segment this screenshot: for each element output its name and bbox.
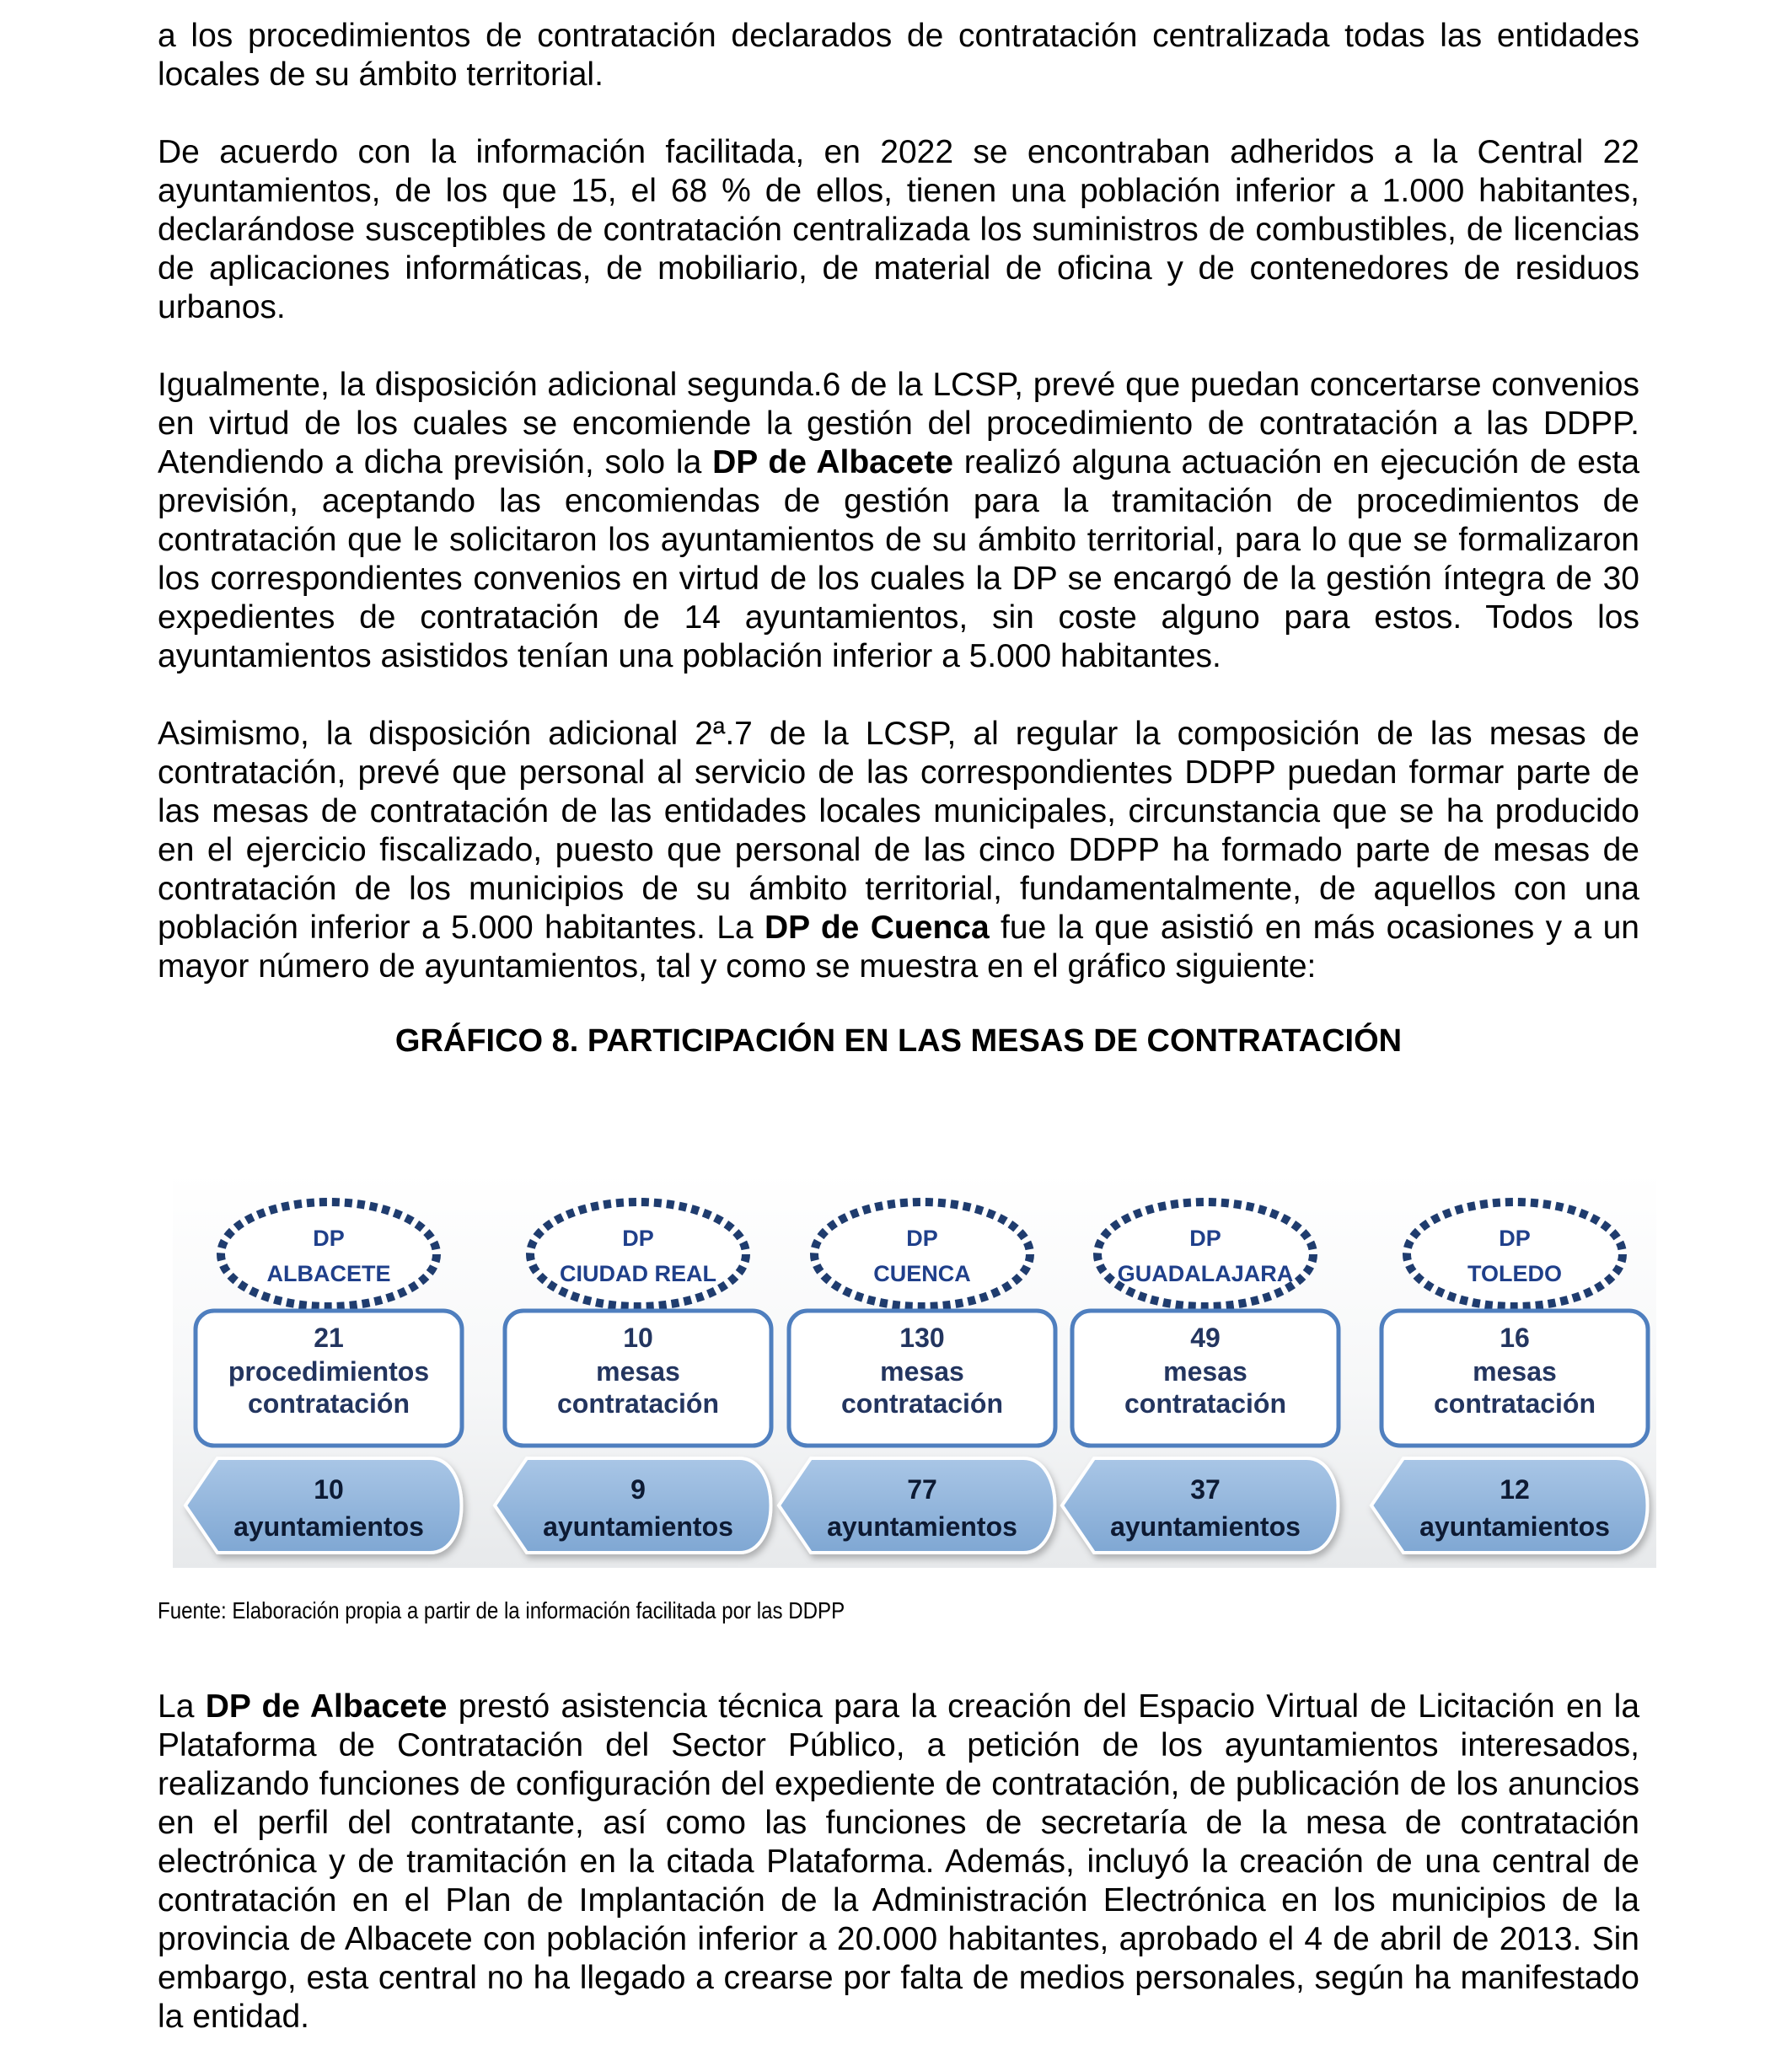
participation-diagram (173, 1172, 1656, 1568)
p4-text-b: fue la que asistió en más ocasiones y a un mayor número de ayuntamientos, tal y como se muestra en el gráfico siguiente: (158, 910, 1639, 985)
dp-label-line1: DP (313, 1226, 345, 1251)
figure-source: Fuente: Elaboración propia a partir de la información facilitada por las DDPP (158, 1597, 845, 1623)
count-label: ayuntamientos (1110, 1511, 1301, 1542)
paragraph-central-adhesion: De acuerdo con la información facilitada, en 2022 se encontraban adheridos a la Central 22 ayuntamientos, de los que 15, el 68 % de ellos, tienen una población inferior a 1.000 habitantes, declarándose susceptibles de contratación centralizada los suministros de combustibles, de licencias de aplicaciones informáticas, de mobiliario, de material de oficina y de contenedores de residuos urbanos. (158, 134, 1639, 325)
count-number: 10 (314, 1474, 344, 1505)
p3-text-b: realizó alguna actuación en ejecución de esta previsión, aceptando las encomiendas de gestión para la tramitación de procedimientos de contratación que le solicitaron los ayuntamientos de su ámbito territorial, para lo que se formalizaron los correspondientes convenios en virtud de los cuales la DP se encargó de la gestión íntegra de 30 expedientes de contratación de 14 ayuntamientos, sin coste alguno para estos. Todos los ayuntamientos asistidos tenían una población inferior a 5.000 habitantes. (158, 444, 1640, 674)
p3-bold-albacete: DP de Albacete (712, 444, 953, 480)
p5-bold-albacete: DP de Albacete (205, 1688, 448, 1725)
dp-label-line2: TOLEDO (1467, 1261, 1563, 1286)
paragraph-espacio-virtual (158, 1688, 1639, 2037)
count-label: ayuntamientos (543, 1511, 733, 1542)
value-label-line2: contratación (1124, 1388, 1287, 1419)
column-toledo (1371, 1202, 1648, 1553)
value-label-line1: procedimientos (228, 1356, 430, 1387)
count-label: ayuntamientos (233, 1511, 424, 1542)
paragraph-encomiendas (158, 366, 1639, 676)
paragraph-intro: a los procedimientos de contratación declarados de contratación centralizada todas las entidades locales de su ámbito territorial. (158, 18, 1639, 93)
value-number: 10 (623, 1323, 653, 1353)
p4-text-a: Asimismo, la disposición adicional 2ª.7 de la LCSP, al regular la composición de las mesas de contratación, prevé que personal al servicio de las correspondientes DDPP puedan formar parte de las mesas de contratación de las entidades locales municipales, circunstancia que se ha producido en el ejercicio fiscalizado, puesto que personal de las cinco DDPP ha formado parte de mesas de contratación de los municipios de su ámbito territorial, fundamentalmente, de aquellos con una población inferior a 5.000 habitantes. La (158, 716, 1639, 946)
dp-label-line2: CIUDAD REAL (560, 1261, 716, 1286)
dp-ellipse (1407, 1202, 1623, 1307)
dp-ellipse (814, 1202, 1030, 1307)
p5-text-b: prestó asistencia técnica para la creación del Espacio Virtual de Licitación en la Plataforma de Contratación del Sector Público, a petición de los ayuntamientos interesados, realizando funciones de configuración del expediente de contratación, de publicación de los anuncios en el perfil del contratante, así como las funciones de secretaría de la mesa de contratación electrónica y de tramitación en la citada Plataforma. Además, incluyó la creación de una central de contratación en el Plan de Implantación de la Administración Electrónica en los municipios de la provincia de Albacete con población inferior a 20.000 habitantes, aprobado el 4 de abril de 2013. Sin embargo, esta central no ha llegado a crearse por falta de medios personales, según ha manifestado la entidad. (158, 1688, 1640, 2035)
count-number: 12 (1500, 1474, 1530, 1505)
column-ciudad-real (495, 1202, 771, 1553)
value-number: 16 (1500, 1323, 1530, 1353)
value-number: 130 (899, 1323, 945, 1353)
column-cuenca (779, 1202, 1055, 1553)
dp-label-line1: DP (906, 1226, 938, 1251)
column-albacete (185, 1202, 462, 1553)
value-label-line2: contratación (1433, 1388, 1596, 1419)
value-label-line2: contratación (840, 1388, 1004, 1419)
dp-label-line1: DP (622, 1226, 654, 1251)
dp-label-line2: CUENCA (873, 1261, 971, 1286)
count-number: 77 (907, 1474, 937, 1505)
p3-text-a: Igualmente, la disposición adicional segunda.6 de la LCSP, prevé que puedan concertarse convenios en virtud de los cuales se encomiende la gestión del procedimiento de contratación a las DDPP. Atendiendo a dicha previsión, solo la (158, 367, 1639, 480)
paragraph-mesas (158, 715, 1639, 986)
value-number: 21 (314, 1323, 344, 1353)
dp-label-line1: DP (1189, 1226, 1221, 1251)
value-label-line1: mesas (1163, 1356, 1247, 1387)
value-label-line1: mesas (596, 1356, 680, 1387)
dp-label-line1: DP (1499, 1226, 1531, 1251)
dp-ellipse (530, 1202, 746, 1307)
p5-text-a: La (158, 1688, 206, 1725)
dp-ellipse (221, 1202, 437, 1307)
count-number: 37 (1190, 1474, 1221, 1505)
column-guadalajara (1062, 1202, 1339, 1553)
figure-title: GRÁFICO 8. PARTICIPACIÓN EN LAS MESAS DE CONTRATACIÓN (394, 1023, 1403, 1059)
dp-label-line2: GUADALAJARA (1117, 1261, 1294, 1286)
dp-label-line2: ALBACETE (266, 1261, 391, 1286)
count-label: ayuntamientos (1419, 1511, 1610, 1542)
value-label-line2: contratación (247, 1388, 410, 1419)
p4-bold-cuenca: DP de Cuenca (765, 910, 990, 946)
value-label-line1: mesas (1473, 1356, 1557, 1387)
count-number: 9 (630, 1474, 646, 1505)
value-number: 49 (1190, 1323, 1221, 1353)
value-label-line2: contratación (556, 1388, 720, 1419)
value-label-line1: mesas (880, 1356, 964, 1387)
dp-ellipse (1097, 1202, 1313, 1307)
count-label: ayuntamientos (827, 1511, 1017, 1542)
